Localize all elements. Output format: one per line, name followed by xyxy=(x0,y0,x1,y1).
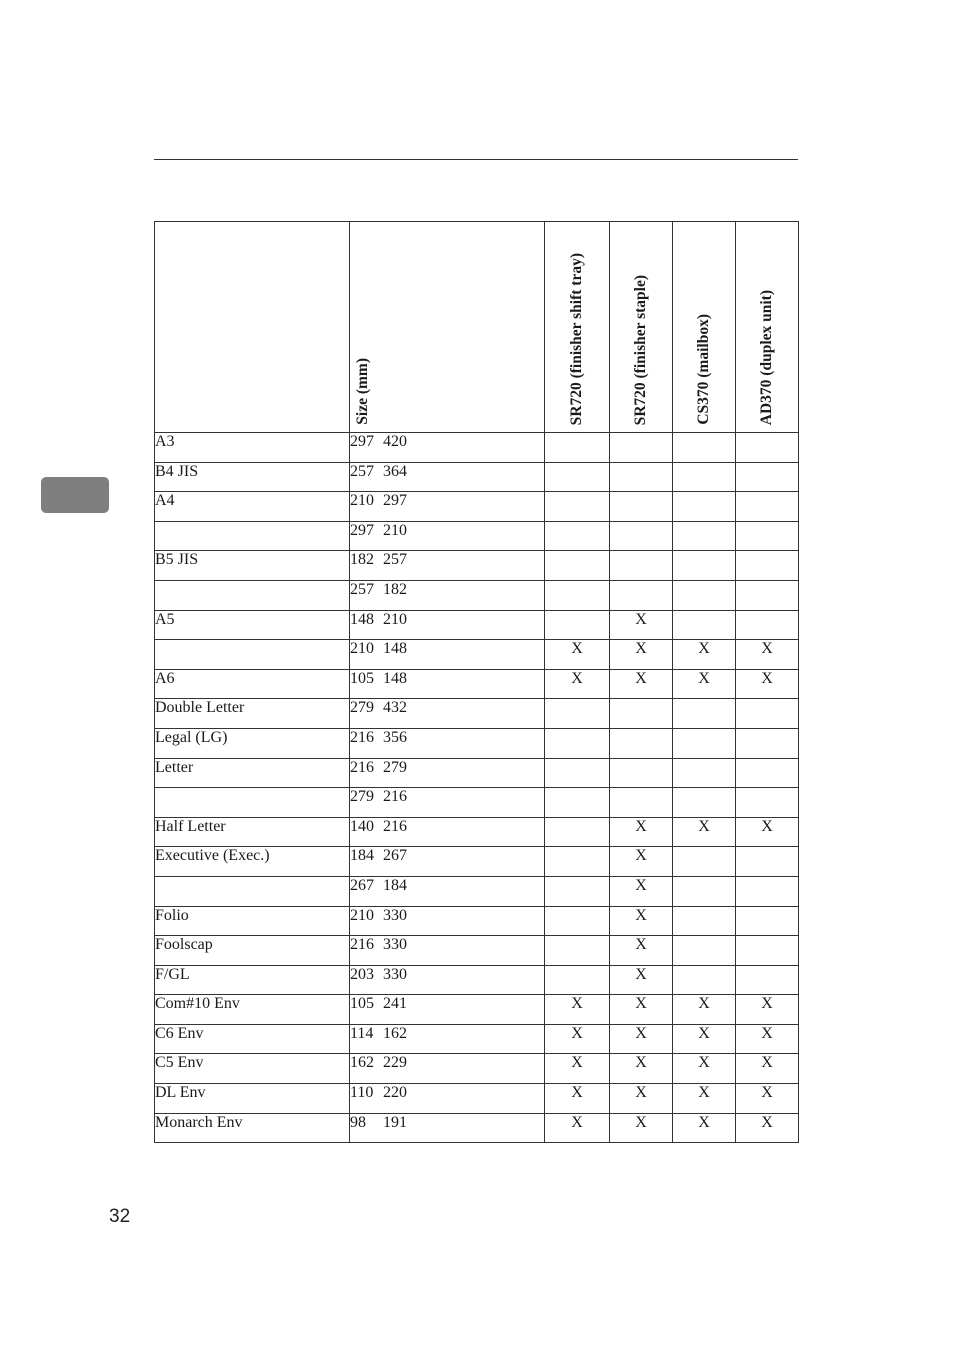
table-row xyxy=(155,1084,799,1114)
size-height: 191 xyxy=(383,1113,407,1131)
size-height: 210 xyxy=(383,521,407,539)
table-row xyxy=(155,788,799,818)
table-row xyxy=(155,433,799,463)
compat-mark-cell: X xyxy=(610,669,673,699)
table-row xyxy=(155,551,799,581)
paper-name-cell: Executive (Exec.) xyxy=(155,847,350,877)
size-width: 279 xyxy=(350,788,374,806)
header-sr720-staple: SR720 (finisher staple) xyxy=(610,222,673,433)
compat-mark-cell xyxy=(610,433,673,463)
size-width: 210 xyxy=(350,906,374,924)
paper-name-cell: F/GL xyxy=(155,965,350,995)
table-row xyxy=(155,758,799,788)
table-row xyxy=(155,610,799,640)
paper-name-cell: Monarch Env xyxy=(155,1113,350,1143)
table-row xyxy=(155,640,799,670)
compat-mark-cell: X xyxy=(545,995,610,1025)
compat-mark-cell: X xyxy=(545,640,610,670)
header-sr720-shift-tray: SR720 (finisher shift tray) xyxy=(545,222,610,433)
size-cell xyxy=(350,1113,545,1143)
size-height: 330 xyxy=(383,936,407,954)
size-height: 364 xyxy=(383,462,407,480)
compat-mark-cell xyxy=(545,492,610,522)
paper-name-cell: Letter xyxy=(155,758,350,788)
compat-mark-cell xyxy=(736,610,799,640)
compat-mark-cell xyxy=(673,965,736,995)
size-height: 148 xyxy=(383,669,407,687)
size-width: 216 xyxy=(350,758,374,776)
compat-mark-cell xyxy=(610,699,673,729)
paper-name-cell: Folio xyxy=(155,906,350,936)
compat-mark-cell: X xyxy=(736,1084,799,1114)
compat-mark-cell: X xyxy=(673,1054,736,1084)
size-height: 210 xyxy=(383,610,407,628)
compat-mark-cell xyxy=(736,699,799,729)
compat-mark-cell: X xyxy=(545,1024,610,1054)
table-row xyxy=(155,965,799,995)
compat-mark-cell: X xyxy=(610,995,673,1025)
table-row xyxy=(155,462,799,492)
compat-mark-cell xyxy=(545,728,610,758)
compat-mark-cell xyxy=(736,551,799,581)
size-cell xyxy=(350,669,545,699)
size-width: 216 xyxy=(350,728,374,746)
compat-mark-cell: X xyxy=(736,817,799,847)
compat-mark-cell xyxy=(673,492,736,522)
compat-mark-cell xyxy=(610,521,673,551)
compat-mark-cell xyxy=(736,728,799,758)
compat-mark-cell xyxy=(610,728,673,758)
size-width: 257 xyxy=(350,462,374,480)
compat-mark-cell: X xyxy=(610,1054,673,1084)
compat-mark-cell xyxy=(673,699,736,729)
compat-mark-cell xyxy=(545,817,610,847)
compat-mark-cell: X xyxy=(545,1054,610,1084)
compat-mark-cell xyxy=(545,580,610,610)
paper-name-cell: Half Letter xyxy=(155,817,350,847)
size-cell xyxy=(350,936,545,966)
paper-name-cell: Com#10 Env xyxy=(155,995,350,1025)
size-height: 220 xyxy=(383,1084,407,1102)
compat-mark-cell: X xyxy=(610,1024,673,1054)
compat-mark-cell xyxy=(545,551,610,581)
compat-mark-cell: X xyxy=(610,817,673,847)
size-cell xyxy=(350,788,545,818)
compat-mark-cell: X xyxy=(736,1054,799,1084)
compat-mark-cell: X xyxy=(610,1084,673,1114)
paper-name-cell xyxy=(155,640,350,670)
size-cell xyxy=(350,640,545,670)
compat-mark-cell: X xyxy=(673,1024,736,1054)
paper-name-cell: C6 Env xyxy=(155,1024,350,1054)
paper-name-cell: B4 JIS xyxy=(155,462,350,492)
compat-mark-cell: X xyxy=(610,640,673,670)
size-height: 330 xyxy=(383,906,407,924)
size-height: 356 xyxy=(383,728,407,746)
size-height: 257 xyxy=(383,551,407,569)
paper-name-cell xyxy=(155,521,350,551)
paper-name-cell: Foolscap xyxy=(155,936,350,966)
size-width: 203 xyxy=(350,965,374,983)
compat-mark-cell xyxy=(673,610,736,640)
compat-mark-cell: X xyxy=(736,640,799,670)
compat-mark-cell xyxy=(673,462,736,492)
size-width: 148 xyxy=(350,610,374,628)
compat-mark-cell xyxy=(736,580,799,610)
header-paper-type xyxy=(155,222,350,433)
size-width: 105 xyxy=(350,669,374,687)
compat-mark-cell: X xyxy=(610,847,673,877)
compat-mark-cell xyxy=(545,433,610,463)
size-cell xyxy=(350,1024,545,1054)
table-row xyxy=(155,906,799,936)
compat-mark-cell xyxy=(673,551,736,581)
table-row xyxy=(155,699,799,729)
compat-mark-cell: X xyxy=(610,906,673,936)
size-height: 267 xyxy=(383,847,407,865)
size-width: 257 xyxy=(350,580,374,598)
size-cell xyxy=(350,817,545,847)
size-width: 210 xyxy=(350,640,374,658)
size-width: 267 xyxy=(350,876,374,894)
compat-mark-cell xyxy=(545,965,610,995)
size-width: 114 xyxy=(350,1024,374,1042)
size-height: 241 xyxy=(383,995,407,1013)
header-rule xyxy=(154,159,798,160)
compat-mark-cell xyxy=(610,758,673,788)
size-height: 162 xyxy=(383,1024,407,1042)
size-cell xyxy=(350,876,545,906)
compat-mark-cell xyxy=(673,758,736,788)
size-width: 105 xyxy=(350,995,374,1013)
size-height: 184 xyxy=(383,876,407,894)
table-row xyxy=(155,936,799,966)
page-number: 32 xyxy=(109,1206,131,1227)
table-row xyxy=(155,669,799,699)
size-cell xyxy=(350,580,545,610)
compat-mark-cell xyxy=(610,462,673,492)
size-cell xyxy=(350,758,545,788)
table-row xyxy=(155,1054,799,1084)
compat-mark-cell: X xyxy=(673,995,736,1025)
size-cell xyxy=(350,492,545,522)
compat-mark-cell: X xyxy=(610,876,673,906)
size-cell xyxy=(350,728,545,758)
compat-mark-cell xyxy=(545,758,610,788)
compat-mark-cell xyxy=(673,521,736,551)
paper-name-cell: Legal (LG) xyxy=(155,728,350,758)
size-cell xyxy=(350,551,545,581)
size-cell xyxy=(350,610,545,640)
size-height: 182 xyxy=(383,580,407,598)
compat-mark-cell xyxy=(673,433,736,463)
size-cell xyxy=(350,847,545,877)
size-width: 140 xyxy=(350,817,374,835)
size-width: 182 xyxy=(350,551,374,569)
size-cell xyxy=(350,433,545,463)
compat-mark-cell xyxy=(610,788,673,818)
size-width: 98 xyxy=(350,1113,366,1131)
paper-name-cell: DL Env xyxy=(155,1084,350,1114)
compat-mark-cell xyxy=(736,433,799,463)
compat-mark-cell xyxy=(610,492,673,522)
size-height: 148 xyxy=(383,640,407,658)
size-height: 297 xyxy=(383,492,407,510)
header-cs370-mailbox: CS370 (mailbox) xyxy=(673,222,736,433)
compat-mark-cell xyxy=(673,728,736,758)
compat-mark-cell: X xyxy=(545,1084,610,1114)
paper-name-cell: Double Letter xyxy=(155,699,350,729)
table-row xyxy=(155,817,799,847)
size-height: 279 xyxy=(383,758,407,776)
paper-name-cell: A6 xyxy=(155,669,350,699)
size-width: 110 xyxy=(350,1084,374,1102)
compat-mark-cell xyxy=(673,580,736,610)
size-height: 216 xyxy=(383,817,407,835)
table-row xyxy=(155,1113,799,1143)
compat-mark-cell xyxy=(545,610,610,640)
size-cell xyxy=(350,965,545,995)
compat-mark-cell xyxy=(736,492,799,522)
compat-mark-cell: X xyxy=(736,1024,799,1054)
size-width: 210 xyxy=(350,492,374,510)
table-row xyxy=(155,521,799,551)
compat-mark-cell: X xyxy=(736,669,799,699)
paper-name-cell xyxy=(155,876,350,906)
chapter-tab xyxy=(41,477,109,513)
size-width: 162 xyxy=(350,1054,374,1072)
compat-mark-cell xyxy=(673,876,736,906)
paper-name-cell: C5 Env xyxy=(155,1054,350,1084)
compat-mark-cell xyxy=(736,876,799,906)
compat-mark-cell xyxy=(673,936,736,966)
size-cell xyxy=(350,1084,545,1114)
paper-name-cell xyxy=(155,580,350,610)
size-width: 279 xyxy=(350,699,374,717)
compat-mark-cell xyxy=(545,847,610,877)
size-height: 229 xyxy=(383,1054,407,1072)
table-row xyxy=(155,492,799,522)
size-width: 297 xyxy=(350,433,374,450)
compat-mark-cell: X xyxy=(610,610,673,640)
size-cell xyxy=(350,521,545,551)
compat-mark-cell xyxy=(736,936,799,966)
size-height: 330 xyxy=(383,965,407,983)
size-cell xyxy=(350,995,545,1025)
paper-size-table xyxy=(154,221,799,1143)
compat-mark-cell: X xyxy=(545,1113,610,1143)
compat-mark-cell xyxy=(545,462,610,492)
size-height: 216 xyxy=(383,788,407,806)
compat-mark-cell: X xyxy=(610,1113,673,1143)
compat-mark-cell xyxy=(736,847,799,877)
header-ad370-duplex: AD370 (duplex unit) xyxy=(736,222,799,433)
compat-mark-cell: X xyxy=(610,936,673,966)
compat-mark-cell xyxy=(736,462,799,492)
paper-name-cell: A4 xyxy=(155,492,350,522)
paper-name-cell: B5 JIS xyxy=(155,551,350,581)
paper-name-cell: A3 xyxy=(155,433,350,463)
compat-mark-cell: X xyxy=(673,817,736,847)
table-row xyxy=(155,847,799,877)
compat-mark-cell: X xyxy=(673,640,736,670)
compat-mark-cell xyxy=(610,580,673,610)
size-cell xyxy=(350,462,545,492)
table-row xyxy=(155,995,799,1025)
table-row xyxy=(155,728,799,758)
table-header-row xyxy=(155,222,799,433)
compat-mark-cell: X xyxy=(610,965,673,995)
compat-mark-cell: X xyxy=(673,669,736,699)
size-width: 216 xyxy=(350,936,374,954)
compat-mark-cell xyxy=(673,847,736,877)
compat-mark-cell xyxy=(736,758,799,788)
compat-mark-cell: X xyxy=(673,1113,736,1143)
size-height: 432 xyxy=(383,699,407,717)
compat-mark-cell xyxy=(545,876,610,906)
compat-mark-cell xyxy=(545,788,610,818)
compat-mark-cell xyxy=(545,699,610,729)
size-cell xyxy=(350,906,545,936)
paper-name-cell: A5 xyxy=(155,610,350,640)
table-row xyxy=(155,1024,799,1054)
compat-mark-cell xyxy=(736,521,799,551)
paper-name-cell xyxy=(155,788,350,818)
compat-mark-cell xyxy=(673,788,736,818)
size-width: 297 xyxy=(350,521,374,539)
table-row xyxy=(155,876,799,906)
size-cell xyxy=(350,1054,545,1084)
compat-mark-cell: X xyxy=(736,1113,799,1143)
compat-mark-cell xyxy=(736,906,799,936)
compat-mark-cell xyxy=(545,906,610,936)
compat-mark-cell xyxy=(545,521,610,551)
header-size: Size (mm) xyxy=(350,222,545,433)
size-height: 420 xyxy=(383,433,407,450)
compat-mark-cell xyxy=(610,551,673,581)
size-cell xyxy=(350,699,545,729)
table-row xyxy=(155,580,799,610)
compat-mark-cell xyxy=(673,906,736,936)
size-width: 184 xyxy=(350,847,374,865)
compat-mark-cell: X xyxy=(736,995,799,1025)
compat-mark-cell: X xyxy=(673,1084,736,1114)
compat-mark-cell xyxy=(736,788,799,818)
compat-mark-cell xyxy=(736,965,799,995)
compat-mark-cell: X xyxy=(545,669,610,699)
compat-mark-cell xyxy=(545,936,610,966)
